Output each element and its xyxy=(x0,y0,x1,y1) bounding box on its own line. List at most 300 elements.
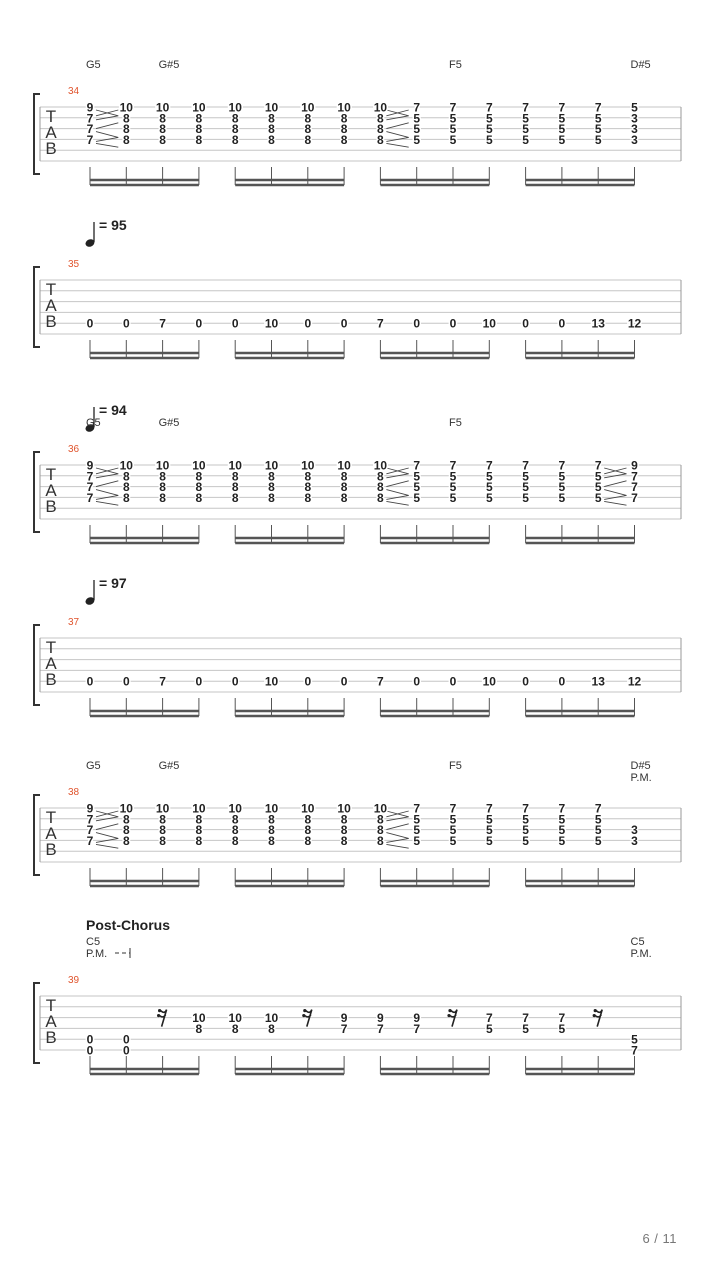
fret-number: 8 xyxy=(231,111,239,126)
fret-number: 7 xyxy=(449,801,457,816)
tab-clef-letter: B xyxy=(45,840,57,859)
fret-number: 7 xyxy=(86,132,94,147)
fret-number: 5 xyxy=(449,111,457,126)
fret-number: 0 xyxy=(304,316,312,331)
fret-number: 8 xyxy=(304,823,312,838)
fret-number: 5 xyxy=(413,812,421,827)
tempo-marking: = 94 xyxy=(99,402,127,418)
fret-number: 5 xyxy=(558,812,566,827)
fret-number: 5 xyxy=(449,823,457,838)
fret-number: 10 xyxy=(155,100,170,115)
fret-number: 5 xyxy=(594,111,602,126)
fret-number: 5 xyxy=(485,469,493,484)
fret-number: 8 xyxy=(195,833,203,848)
fret-number: 8 xyxy=(159,823,166,838)
fret-number: 5 xyxy=(631,100,638,115)
tab-clef-letter: T xyxy=(45,808,57,827)
fret-number: 7 xyxy=(159,674,166,689)
fret-number: 5 xyxy=(413,122,421,137)
fret-number: 9 xyxy=(340,1011,348,1026)
fret-number: 0 xyxy=(122,1032,130,1047)
fret-number: 0 xyxy=(340,674,348,689)
fret-number: 8 xyxy=(304,469,312,484)
fret-number: 0 xyxy=(122,674,130,689)
tab-clef-letter: T xyxy=(45,465,57,484)
fret-number: 5 xyxy=(558,122,566,137)
fret-number: 8 xyxy=(268,469,275,484)
fret-number: 10 xyxy=(337,100,351,115)
fret-number: 8 xyxy=(122,812,130,827)
fret-number: 5 xyxy=(522,1021,529,1036)
fret-number: 8 xyxy=(231,490,239,505)
fret-number: 5 xyxy=(485,111,493,126)
fret-number: 8 xyxy=(231,132,239,147)
fret-number: 0 xyxy=(304,674,312,689)
fret-number: 8 xyxy=(340,833,348,848)
fret-number: 5 xyxy=(485,812,493,827)
tempo-marking: = 95 xyxy=(99,217,127,233)
fret-number: 10 xyxy=(264,674,279,689)
chord-name: G5 xyxy=(86,417,101,429)
fret-number: 12 xyxy=(627,674,642,689)
system-bracket xyxy=(34,983,40,1063)
fret-number: 10 xyxy=(192,1011,206,1026)
fret-number: 5 xyxy=(558,132,566,147)
measure-number: 36 xyxy=(68,444,80,455)
rest-dot xyxy=(594,1009,597,1012)
fret-number: 12 xyxy=(627,316,642,331)
fret-number: 9 xyxy=(86,458,94,473)
fret-number: 10 xyxy=(119,458,133,473)
fret-number: 8 xyxy=(122,469,130,484)
fret-number: 5 xyxy=(558,469,566,484)
fret-number: 8 xyxy=(159,812,166,827)
fret-number: 8 xyxy=(304,132,312,147)
fret-number: 8 xyxy=(195,490,203,505)
section-label: Post-Chorus xyxy=(86,917,170,933)
fret-number: 10 xyxy=(192,100,206,115)
fret-number: 7 xyxy=(594,458,602,473)
fret-number: 8 xyxy=(122,490,130,505)
fret-number: 7 xyxy=(558,1011,566,1026)
fret-number: 8 xyxy=(195,111,203,126)
fret-number: 0 xyxy=(449,674,457,689)
fret-number: 10 xyxy=(264,458,279,473)
fret-number: 5 xyxy=(558,490,566,505)
tempo-marking: = 97 xyxy=(99,575,127,591)
fret-number: 10 xyxy=(301,458,315,473)
fret-number: 3 xyxy=(631,111,638,126)
fret-number: 5 xyxy=(594,823,602,838)
fret-number: 9 xyxy=(377,1011,384,1026)
rest-dot xyxy=(302,1014,305,1017)
fret-number: 8 xyxy=(122,122,130,137)
fret-number: 7 xyxy=(485,100,493,115)
fret-number: 10 xyxy=(373,100,388,115)
fret-number: 8 xyxy=(231,812,239,827)
fret-number: 8 xyxy=(195,823,203,838)
system-bracket xyxy=(34,267,40,347)
fret-number: 8 xyxy=(122,833,130,848)
fret-number: 7 xyxy=(522,801,529,816)
fret-number: 0 xyxy=(86,674,94,689)
fret-number: 7 xyxy=(86,812,94,827)
fret-number: 9 xyxy=(413,1011,421,1026)
fret-number: 8 xyxy=(231,122,239,137)
fret-number: 5 xyxy=(522,823,529,838)
fret-number: 8 xyxy=(268,833,275,848)
fret-number: 5 xyxy=(449,122,457,137)
fret-number: 0 xyxy=(195,316,203,331)
chord-name: F5 xyxy=(449,417,462,429)
fret-number: 5 xyxy=(485,823,493,838)
fret-number: 10 xyxy=(228,801,242,816)
fret-number: 7 xyxy=(631,480,638,495)
fret-number: 7 xyxy=(86,480,94,495)
fret-number: 7 xyxy=(594,100,602,115)
rest-dot xyxy=(593,1014,596,1017)
chord-name: G#5 xyxy=(158,417,180,429)
fret-number: 8 xyxy=(268,1021,275,1036)
tab-clef-letter: A xyxy=(45,824,57,843)
fret-number: 0 xyxy=(522,674,529,689)
fret-number: 10 xyxy=(192,801,206,816)
measure-number: 35 xyxy=(68,259,80,270)
fret-number: 7 xyxy=(522,100,529,115)
fret-number: 9 xyxy=(86,100,94,115)
fret-number: 3 xyxy=(631,132,638,147)
fret-number: 8 xyxy=(195,812,203,827)
fret-number: 8 xyxy=(340,480,348,495)
tab-clef-letter: B xyxy=(45,1028,57,1047)
fret-number: 5 xyxy=(558,833,566,848)
fret-number: 7 xyxy=(522,458,529,473)
fret-number: 8 xyxy=(377,490,384,505)
fret-number: 5 xyxy=(449,132,457,147)
fret-number: 8 xyxy=(304,122,312,137)
fret-number: 7 xyxy=(558,100,566,115)
fret-number: 10 xyxy=(301,801,315,816)
fret-number: 5 xyxy=(449,469,457,484)
fret-number: 8 xyxy=(231,469,239,484)
tab-clef-letter: T xyxy=(45,638,57,657)
rest-dot xyxy=(448,1009,451,1012)
fret-number: 7 xyxy=(377,1021,384,1036)
chord-name: C5 xyxy=(630,936,645,948)
fret-number: 5 xyxy=(413,480,421,495)
fret-number: 8 xyxy=(159,469,166,484)
fret-number: 8 xyxy=(340,122,348,137)
fret-number: 0 xyxy=(231,316,239,331)
fret-number: 7 xyxy=(485,801,493,816)
tab-clef-letter: T xyxy=(45,280,57,299)
system-bracket xyxy=(34,94,40,174)
system-bracket xyxy=(34,625,40,705)
fret-number: 7 xyxy=(377,674,384,689)
fret-number: 8 xyxy=(231,480,239,495)
fret-number: 5 xyxy=(485,132,493,147)
chord-name: F5 xyxy=(449,59,462,71)
fret-number: 5 xyxy=(594,490,602,505)
tab-clef-letter: B xyxy=(45,670,57,689)
fret-number: 10 xyxy=(228,1011,242,1026)
fret-number: 10 xyxy=(119,100,133,115)
fret-number: 10 xyxy=(264,316,279,331)
fret-number: 0 xyxy=(86,1043,94,1058)
fret-number: 7 xyxy=(340,1021,348,1036)
fret-number: 8 xyxy=(304,480,312,495)
fret-number: 7 xyxy=(558,801,566,816)
fret-number: 10 xyxy=(482,674,496,689)
fret-number: 7 xyxy=(558,458,566,473)
fret-number: 0 xyxy=(449,316,457,331)
fret-number: 10 xyxy=(264,100,279,115)
fret-number: 8 xyxy=(340,490,348,505)
fret-number: 5 xyxy=(449,812,457,827)
fret-number: 13 xyxy=(591,316,605,331)
fret-number: 0 xyxy=(86,1032,94,1047)
fret-number: 8 xyxy=(122,480,130,495)
fret-number: 0 xyxy=(413,674,421,689)
fret-number: 7 xyxy=(449,458,457,473)
fret-number: 8 xyxy=(377,122,384,137)
fret-number: 10 xyxy=(337,801,351,816)
fret-number: 5 xyxy=(558,1021,566,1036)
fret-number: 5 xyxy=(485,122,493,137)
fret-number: 5 xyxy=(594,132,602,147)
fret-number: 5 xyxy=(449,490,457,505)
system-bracket xyxy=(34,452,40,532)
fret-number: 0 xyxy=(340,316,348,331)
fret-number: 10 xyxy=(228,458,242,473)
fret-number: 0 xyxy=(122,1043,130,1058)
fret-number: 5 xyxy=(594,122,602,137)
palm-mute-label: P.M. xyxy=(86,948,108,960)
tab-clef-letter: A xyxy=(45,481,57,500)
fret-number: 8 xyxy=(377,480,384,495)
fret-number: 5 xyxy=(485,1021,493,1036)
fret-number: 7 xyxy=(413,100,421,115)
fret-number: 13 xyxy=(591,674,605,689)
chord-name: G#5 xyxy=(158,760,180,772)
fret-number: 5 xyxy=(522,122,529,137)
fret-number: 0 xyxy=(522,316,529,331)
fret-number: 8 xyxy=(377,823,384,838)
fret-number: 7 xyxy=(631,469,638,484)
fret-number: 7 xyxy=(485,1011,493,1026)
fret-number: 10 xyxy=(155,801,170,816)
fret-number: 10 xyxy=(228,100,242,115)
chord-name: F5 xyxy=(449,760,462,772)
tab-clef-letter: A xyxy=(45,123,57,142)
tab-clef-letter: A xyxy=(45,296,57,315)
fret-number: 8 xyxy=(340,823,348,838)
fret-number: 10 xyxy=(264,801,279,816)
fret-number: 5 xyxy=(558,111,566,126)
rest-dot xyxy=(447,1014,450,1017)
fret-number: 5 xyxy=(594,812,602,827)
fret-number: 10 xyxy=(155,458,170,473)
fret-number: 5 xyxy=(522,480,529,495)
measure-number: 39 xyxy=(68,975,80,986)
fret-number: 8 xyxy=(340,132,348,147)
measure-number: 38 xyxy=(68,787,80,798)
fret-number: 8 xyxy=(231,823,239,838)
fret-number: 8 xyxy=(195,132,203,147)
fret-number: 8 xyxy=(340,111,348,126)
fret-number: 5 xyxy=(631,1032,638,1047)
fret-number: 7 xyxy=(86,122,94,137)
fret-number: 8 xyxy=(377,111,384,126)
fret-number: 8 xyxy=(122,823,130,838)
chord-name: C5 xyxy=(86,936,101,948)
fret-number: 8 xyxy=(340,469,348,484)
fret-number: 7 xyxy=(86,823,94,838)
fret-number: 8 xyxy=(268,111,275,126)
fret-number: 10 xyxy=(482,316,496,331)
fret-number: 10 xyxy=(373,801,388,816)
fret-number: 7 xyxy=(485,458,493,473)
fret-number: 5 xyxy=(522,833,529,848)
fret-number: 8 xyxy=(268,823,275,838)
fret-number: 5 xyxy=(594,469,602,484)
fret-number: 5 xyxy=(413,490,421,505)
fret-number: 8 xyxy=(195,122,203,137)
fret-number: 8 xyxy=(377,833,384,848)
chord-name: G5 xyxy=(86,59,101,71)
fret-number: 8 xyxy=(304,111,312,126)
fret-number: 5 xyxy=(594,480,602,495)
fret-number: 10 xyxy=(301,100,315,115)
fret-number: 3 xyxy=(631,833,638,848)
fret-number: 3 xyxy=(631,823,638,838)
fret-number: 8 xyxy=(159,132,166,147)
fret-number: 7 xyxy=(86,469,94,484)
fret-number: 0 xyxy=(195,674,203,689)
fret-number: 5 xyxy=(413,469,421,484)
fret-number: 10 xyxy=(373,458,388,473)
fret-number: 5 xyxy=(594,833,602,848)
fret-number: 0 xyxy=(86,316,94,331)
fret-number: 0 xyxy=(413,316,421,331)
system-bracket xyxy=(34,795,40,875)
fret-number: 5 xyxy=(413,111,421,126)
rest-dot xyxy=(303,1009,306,1012)
fret-number: 5 xyxy=(413,132,421,147)
chord-name: D#5 xyxy=(630,59,651,71)
fret-number: 8 xyxy=(377,812,384,827)
tab-clef-letter: T xyxy=(45,107,57,126)
fret-number: 0 xyxy=(231,674,239,689)
fret-number: 9 xyxy=(631,458,638,473)
fret-number: 8 xyxy=(377,469,384,484)
fret-number: 8 xyxy=(195,1021,203,1036)
fret-number: 8 xyxy=(122,111,130,126)
fret-number: 8 xyxy=(268,122,275,137)
fret-number: 8 xyxy=(268,480,275,495)
fret-number: 5 xyxy=(449,480,457,495)
fret-number: 7 xyxy=(413,1021,421,1036)
fret-number: 7 xyxy=(522,1011,529,1026)
tab-clef-letter: A xyxy=(45,1012,57,1031)
fret-number: 8 xyxy=(159,833,166,848)
fret-number: 8 xyxy=(377,132,384,147)
chord-name: D#5 xyxy=(630,760,651,772)
rest-dot xyxy=(157,1014,160,1017)
tab-clef-letter: A xyxy=(45,654,57,673)
fret-number: 5 xyxy=(413,833,421,848)
fret-number: 5 xyxy=(485,833,493,848)
fret-number: 8 xyxy=(159,490,166,505)
palm-mute-label: P.M. xyxy=(630,772,652,784)
fret-number: 8 xyxy=(159,111,166,126)
fret-number: 8 xyxy=(304,812,312,827)
fret-number: 7 xyxy=(594,801,602,816)
fret-number: 8 xyxy=(268,132,275,147)
page-number: 6 / 11 xyxy=(642,1231,677,1246)
fret-number: 5 xyxy=(558,823,566,838)
fret-number: 8 xyxy=(122,132,130,147)
tab-clef-letter: B xyxy=(45,497,57,516)
tab-clef-letter: T xyxy=(45,996,57,1015)
chord-name: G5 xyxy=(86,760,101,772)
fret-number: 8 xyxy=(231,833,239,848)
fret-number: 0 xyxy=(558,674,566,689)
fret-number: 0 xyxy=(122,316,130,331)
fret-number: 10 xyxy=(119,801,133,816)
fret-number: 8 xyxy=(304,490,312,505)
fret-number: 5 xyxy=(522,490,529,505)
fret-number: 7 xyxy=(413,801,421,816)
fret-number: 7 xyxy=(86,111,94,126)
fret-number: 10 xyxy=(192,458,206,473)
fret-number: 8 xyxy=(159,122,166,137)
fret-number: 5 xyxy=(522,812,529,827)
fret-number: 5 xyxy=(449,833,457,848)
tab-clef-letter: B xyxy=(45,312,57,331)
fret-number: 7 xyxy=(449,100,457,115)
fret-number: 5 xyxy=(485,490,493,505)
fret-number: 8 xyxy=(268,812,275,827)
tab-clef-letter: B xyxy=(45,139,57,158)
fret-number: 5 xyxy=(522,469,529,484)
measure-number: 37 xyxy=(68,617,80,628)
fret-number: 5 xyxy=(522,111,529,126)
fret-number: 3 xyxy=(631,122,638,137)
fret-number: 7 xyxy=(159,316,166,331)
fret-number: 5 xyxy=(558,480,566,495)
fret-number: 7 xyxy=(86,833,94,848)
fret-number: 8 xyxy=(195,480,203,495)
fret-number: 0 xyxy=(558,316,566,331)
fret-number: 7 xyxy=(631,1043,638,1058)
fret-number: 7 xyxy=(377,316,384,331)
measure-number: 34 xyxy=(68,86,80,97)
fret-number: 8 xyxy=(231,1021,239,1036)
rest-dot xyxy=(158,1009,161,1012)
fret-number: 8 xyxy=(304,833,312,848)
fret-number: 8 xyxy=(159,480,166,495)
fret-number: 8 xyxy=(268,490,275,505)
fret-number: 7 xyxy=(413,458,421,473)
fret-number: 10 xyxy=(337,458,351,473)
fret-number: 5 xyxy=(485,480,493,495)
chord-name: G#5 xyxy=(158,59,180,71)
fret-number: 5 xyxy=(413,823,421,838)
fret-number: 8 xyxy=(340,812,348,827)
fret-number: 8 xyxy=(195,469,203,484)
fret-number: 5 xyxy=(522,132,529,147)
